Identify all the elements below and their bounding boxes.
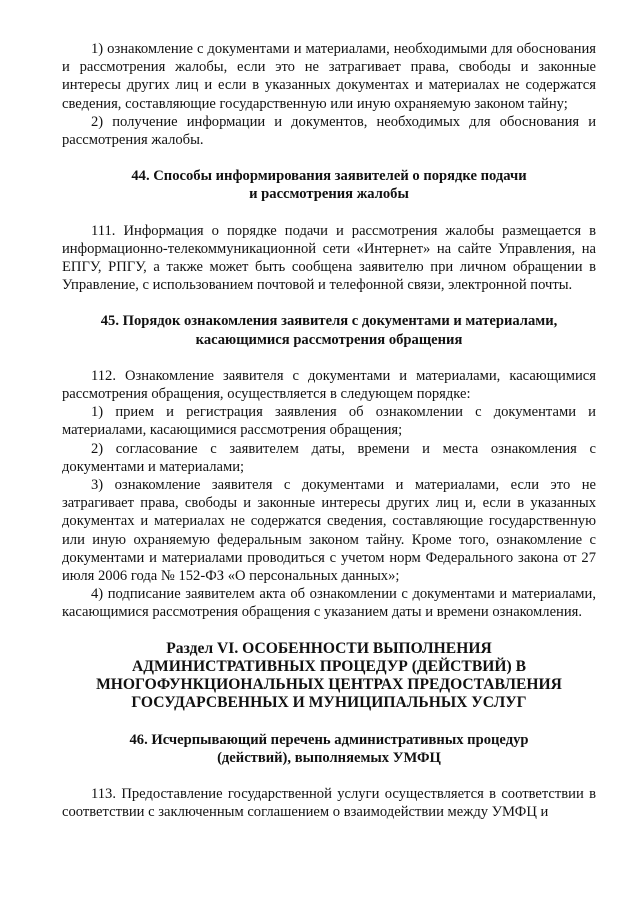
paragraph-112-item-1: 1) прием и регистрация заявления об ознакомлении с документами и материалами, касающимися рассмотрения обращения;	[62, 404, 596, 439]
section-44-heading-line1: 44. Способы информирования заявителей о порядке подачи	[131, 168, 527, 185]
section-46-heading	[62, 731, 596, 767]
section-46-heading-line2: (действий), выполняемых УМФЦ	[217, 749, 441, 766]
section-45-heading	[62, 312, 596, 348]
paragraph-item-1: 1) ознакомление с документами и материалами, необходимыми для обоснования и рассмотрения жалобы, если это не затрагивает права, свободы и законные интересы других лиц и если в указанных документах и материалах не содержатся сведения, составляющие государственную или иную охраняемую законом тайну;	[62, 41, 596, 112]
section-6-heading	[62, 640, 596, 713]
paragraph-112-item-3: 3) ознакомление заявителя с документами и материалами, если это не затрагивает права, свободы и законные интересы других лиц и, если в указанных документах и материалах не содержатся сведения, составляющие государственную или иную охраняемую федеральным законом тайну. Кроме того, ознакомление с документами и материалами проводиться с учетом норм Федерального закона от 27 июля 2006 года № 152-ФЗ «О персональных данных»;	[62, 477, 596, 585]
paragraph-112: 112. Ознакомление заявителя с документами и материалами, касающимися рассмотрения обращения, осуществляется в следующем порядке:	[62, 367, 596, 403]
paragraph-112-item-4: 4) подписание заявителем акта об ознакомлении с документами и материалами, касающимися рассмотрения обращения с указанием даты и времени ознакомления.	[62, 586, 596, 621]
section-44-heading	[62, 167, 596, 203]
paragraph-item-2: 2) получение информации и документов, необходимых для обоснования и рассмотрения жалобы.	[62, 113, 596, 149]
document-page	[62, 40, 596, 821]
section-6-line1: Раздел VI. ОСОБЕННОСТИ ВЫПОЛНЕНИЯ	[166, 639, 492, 657]
paragraph-113: 113. Предоставление государственной услуги осуществляется в соответствии в соответствии с заключенным соглашением о взаимодействии между УМФЦ и	[62, 785, 596, 821]
paragraph-112-item-2: 2) согласование с заявителем даты, времени и места ознакомления с документами и материалами;	[62, 440, 596, 475]
paragraph-111: 111. Информация о порядке подачи и рассмотрения жалобы размещается в информационно-телекоммуникационной сети «Интернет» на сайте Управления, на ЕПГУ, РПГУ, а также может быть сообщена заявителю при личном обращении в Управление, с использованием почтовой и телефонной связи, электронной почты.	[62, 222, 596, 294]
section-45-heading-line2: касающимися рассмотрения обращения	[195, 331, 463, 348]
section-6-line4: ГОСУДАРСВЕННЫХ И МУНИЦИПАЛЬНЫХ УСЛУГ	[131, 694, 527, 712]
section-46-heading-line1: 46. Исчерпывающий перечень административных процедур	[129, 731, 529, 748]
section-6-line3: МНОГОФУНКЦИОНАЛЬНЫХ ЦЕНТРАХ ПРЕДОСТАВЛЕНИЯ	[96, 676, 562, 694]
section-44-heading-line2: и рассмотрения жалобы	[249, 186, 409, 203]
section-45-heading-line1: 45. Порядок ознакомления заявителя с документами и материалами,	[100, 313, 558, 330]
section-6-line2: АДМИНИСТРАТИВНЫХ ПРОЦЕДУР (ДЕЙСТВИЙ) В	[132, 657, 526, 675]
